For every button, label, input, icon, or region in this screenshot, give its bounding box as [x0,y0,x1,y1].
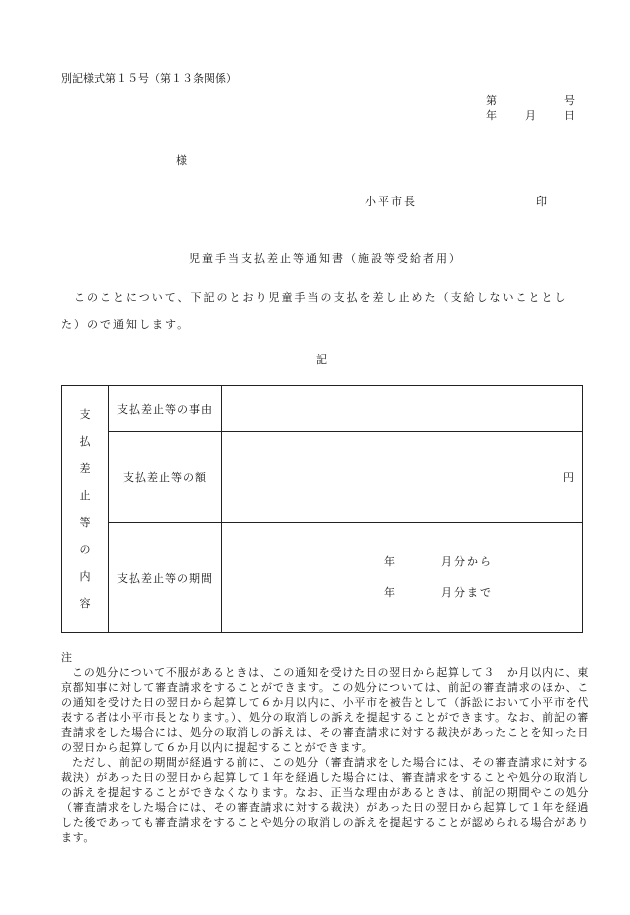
period-from [384,553,493,569]
vertical-char: 支 [79,408,91,421]
vertical-char: 止 [79,489,91,502]
issuer-name: 小平市長 [365,195,417,208]
document-number-suffix: 号 [564,94,575,107]
amount-value-cell[interactable] [222,432,583,523]
vertical-label [62,401,108,617]
date-year: 年 [486,109,497,122]
body-text-line-1: このことについて、下記のとおり児童手当の支払を差し止めた（支給しないこととし [74,291,568,304]
period-to-year: 年 [384,586,397,599]
vertical-char: 容 [79,597,91,610]
vertical-char: 内 [79,570,91,583]
addressee-suffix: 様 [176,154,187,167]
vertical-char: 差 [79,462,91,475]
ki-heading: 記 [316,353,327,366]
seal-mark: 印 [536,195,547,208]
vertical-char: 払 [79,435,91,448]
period-label: 支払差止等の期間 [109,523,222,633]
body-text-line-2: た）ので通知します。 [61,318,191,331]
date-month: 月 [525,109,536,122]
vertical-char: 等 [79,516,91,529]
details-table [61,385,583,633]
form-reference: 別記様式第１５号（第１３条関係） [61,72,237,85]
period-from-suffix: 月分から [441,555,493,568]
notes-label: 注 [61,651,73,664]
vertical-char: の [79,543,91,556]
notes-paragraph-1: この処分について不服があるときは、この通知を受けた日の翌日から起算して３ か月以内に、東京都知事に対して審査請求をすることができます。この処分については、前記の審査請求のほか、この通知を受けた日の翌日から起算して６か月以内に、小平市を被告として（訴訟において小平市を代表する者は小平市長となります。）、処分の取消しの訴えを提起することができます。なお、前記の審査請求をした場合には、処分の取消しの訴えは、その審査請求に対する裁決があったことを知った日の翌日から起算して６か月以内に提起することができます。 [61,666,589,754]
document-title: 児童手当支払差止等通知書（施設等受給者用） [189,252,462,265]
period-to-suffix: 月分まで [441,586,493,599]
notes-paragraph-2: ただし、前記の期間が経過する前に、この処分（審査請求をした場合には、その審査請求に対する裁決）があった日の翌日から起算して１年を経過した場合には、審査請求をすることや処分の取消しの訴えを提起することができなくなります。なお、正当な理由があるときは、前記の期間やこの処分（審査請求をした場合には、その審査請求に対する裁決）があった日の翌日から起算して１年を経過した後であっても審査請求をすることや処分の取消しの訴えを提起することが認められる場合があります。 [61,756,589,844]
period-value-cell[interactable] [222,523,583,633]
document-number-prefix: 第 [486,94,497,107]
reason-label: 支払差止等の事由 [109,386,222,432]
period-to [384,584,493,600]
amount-label: 支払差止等の額 [109,432,222,523]
reason-value-cell[interactable] [222,386,583,432]
period-from-year: 年 [384,555,397,568]
amount-unit: 円 [563,471,574,484]
date-day: 日 [564,109,575,122]
notes-section [61,650,589,845]
vertical-label-cell [62,386,109,633]
